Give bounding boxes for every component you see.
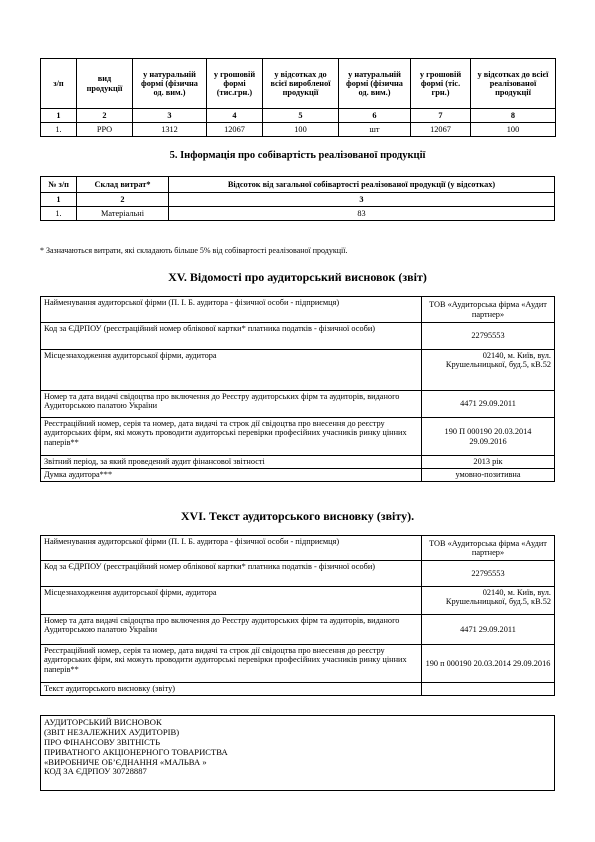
header-cell: з/п bbox=[41, 59, 77, 109]
header-cell: Відсоток від загальної собівартості реалізованої продукції (у відсотках) bbox=[169, 177, 555, 193]
table-row bbox=[41, 123, 556, 137]
header-cell: вид продукції bbox=[77, 59, 133, 109]
table-row bbox=[41, 615, 555, 645]
table-row bbox=[41, 469, 555, 482]
production-header-row bbox=[41, 59, 556, 109]
table-cell: 1. bbox=[41, 123, 77, 137]
row-label: Місцезнаходження аудиторської фірми, аудитора bbox=[41, 350, 422, 391]
column-number-row bbox=[41, 109, 556, 123]
row-label: Реєстраційний номер, серія та номер, дата видачі та строк дії свідоцтва про внесення до реєстру аудиторських фірм, які можуть проводити аудиторські перевірки професійних учасників ринку цінних паперів** bbox=[41, 645, 422, 683]
header-cell: у відсотках до всієї реалізованої продукції bbox=[471, 59, 556, 109]
section-5-title: 5. Інформація про собівартість реалізованої продукції bbox=[169, 150, 426, 161]
row-label: Код за ЄДРПОУ (реєстраційний номер облікової картки* платника податків - фізичної особи) bbox=[41, 561, 422, 587]
report-line: КОД ЗА ЄДРПОУ 30728887 bbox=[44, 766, 147, 777]
table-row bbox=[41, 587, 555, 615]
column-number: 1 bbox=[41, 109, 77, 123]
column-number: 2 bbox=[77, 109, 133, 123]
column-number: 1 bbox=[41, 193, 77, 207]
table-row bbox=[41, 350, 555, 391]
row-value: 190 П 000190 20.03.2014 29.09.2016 bbox=[422, 418, 555, 456]
table-row bbox=[41, 536, 555, 561]
table-row bbox=[41, 645, 555, 683]
audit-text-table bbox=[40, 535, 555, 696]
row-value: ТОВ «Аудиторська фірма «Аудит партнер» bbox=[422, 297, 555, 323]
row-value: 190 п 000190 20.03.2014 29.09.2016 bbox=[422, 645, 555, 683]
column-number: 5 bbox=[263, 109, 339, 123]
column-number-row bbox=[41, 193, 555, 207]
row-label: Номер та дата видачі свідоцтва про включення до Реєстру аудиторських фірм та аудиторів, виданого Аудиторською палатою України bbox=[41, 615, 422, 645]
production-table bbox=[40, 58, 556, 137]
cost-header-row bbox=[41, 177, 555, 193]
row-label: Найменування аудиторської фірми (П. І. Б. аудитора - фізичної особи - підприємця) bbox=[41, 297, 422, 323]
table-cell: 1312 bbox=[133, 123, 207, 137]
cost-table bbox=[40, 176, 555, 221]
footnote: * Зазначаються витрати, які складають більше 5% від собівартості реалізованої продукції. bbox=[40, 246, 348, 255]
audit-report-text bbox=[40, 715, 555, 791]
row-value: 2013 рік bbox=[422, 456, 555, 469]
table-cell: шт bbox=[339, 123, 411, 137]
row-value: ТОВ «Аудиторська фірма «Аудит партнер» bbox=[422, 536, 555, 561]
table-cell: 1. bbox=[41, 207, 77, 221]
report-line: ПРО ФІНАНСОВУ ЗВІТНІСТЬ bbox=[44, 736, 161, 747]
row-value: умовно-позитивна bbox=[422, 469, 555, 482]
column-number: 3 bbox=[133, 109, 207, 123]
row-label: Місцезнаходження аудиторської фірми, аудитора bbox=[41, 587, 422, 615]
row-label: Текст аудиторського висновку (звіту) bbox=[41, 683, 422, 696]
column-number: 6 bbox=[339, 109, 411, 123]
table-cell: 100 bbox=[263, 123, 339, 137]
row-label: Найменування аудиторської фірми (П. І. Б. аудитора - фізичної особи - підприємця) bbox=[41, 536, 422, 561]
row-label: Код за ЄДРПОУ (реєстраційний номер облікової картки* платника податків - фізичної особи) bbox=[41, 323, 422, 350]
table-cell: 100 bbox=[471, 123, 556, 137]
header-cell: у грошовій формі (тис.грн.) bbox=[207, 59, 263, 109]
header-cell: у відсотках до всієї виробленої продукції bbox=[263, 59, 339, 109]
table-row bbox=[41, 391, 555, 418]
audit-info-table bbox=[40, 296, 555, 482]
row-value: 22795553 bbox=[422, 323, 555, 350]
table-row bbox=[41, 561, 555, 587]
table-cell: 12067 bbox=[207, 123, 263, 137]
table-row bbox=[41, 207, 555, 221]
row-label: Звітний період, за який проведений аудит фінансової звітності bbox=[41, 456, 422, 469]
section-16-title: XVI. Текст аудиторського висновку (звіту). bbox=[180, 509, 415, 523]
report-line: «ВИРОБНИЧЕ ОБ’ЄДНАННЯ «МАЛЬВА » bbox=[44, 756, 207, 767]
column-number: 4 bbox=[207, 109, 263, 123]
header-cell: № з/п bbox=[41, 177, 77, 193]
table-cell: 83 bbox=[169, 207, 555, 221]
row-value bbox=[422, 683, 555, 696]
header-cell: у грошовій формі (тіс. грн.) bbox=[411, 59, 471, 109]
row-label: Номер та дата видачі свідоцтва про включення до Реєстру аудиторських фірм та аудиторів, виданого Аудиторською палатою України bbox=[41, 391, 422, 418]
table-row bbox=[41, 323, 555, 350]
table-cell: 12067 bbox=[411, 123, 471, 137]
table-cell: Матеріальні bbox=[77, 207, 169, 221]
row-value: 02140, м. Київ, вул. Крушельницької, буд.5, кВ.52 bbox=[422, 350, 555, 391]
table-cell: PPO bbox=[77, 123, 133, 137]
report-line: АУДИТОРСЬКИЙ ВИСНОВОК bbox=[44, 717, 162, 727]
row-label: Думка аудитора*** bbox=[41, 469, 422, 482]
column-number: 3 bbox=[169, 193, 555, 207]
column-number: 7 bbox=[411, 109, 471, 123]
row-label: Реєстраційний номер, серія та номер, дата видачі та строк дії свідоцтва про внесення до реєстру аудиторських фірм, які можуть проводити аудиторські перевірки професійних учасників ринку цінних паперів** bbox=[41, 418, 422, 456]
row-value: 4471 29.09.2011 bbox=[422, 615, 555, 645]
table-row bbox=[41, 456, 555, 469]
section-15-title: XV. Відомості про аудиторський висновок (звіт) bbox=[168, 270, 427, 284]
table-row bbox=[41, 683, 555, 696]
row-value: 02140, м. Київ, вул. Крушельницької, буд.5, кВ.52 bbox=[422, 587, 555, 615]
report-line: (ЗВІТ НЕЗАЛЕЖНИХ АУДИТОРІВ) bbox=[44, 726, 180, 737]
table-row bbox=[41, 297, 555, 323]
header-cell: у натуральній формі (фізична од. вим.) bbox=[339, 59, 411, 109]
report-line: ПРИВАТНОГО АКЦІОНЕРНОГО ТОВАРИСТВА bbox=[44, 746, 228, 757]
row-value: 4471 29.09.2011 bbox=[422, 391, 555, 418]
column-number: 2 bbox=[77, 193, 169, 207]
header-cell: у натуральній формі (фізична од. вим.) bbox=[133, 59, 207, 109]
table-row bbox=[41, 418, 555, 456]
header-cell: Склад витрат* bbox=[77, 177, 169, 193]
row-value: 22795553 bbox=[422, 561, 555, 587]
column-number: 8 bbox=[471, 109, 556, 123]
